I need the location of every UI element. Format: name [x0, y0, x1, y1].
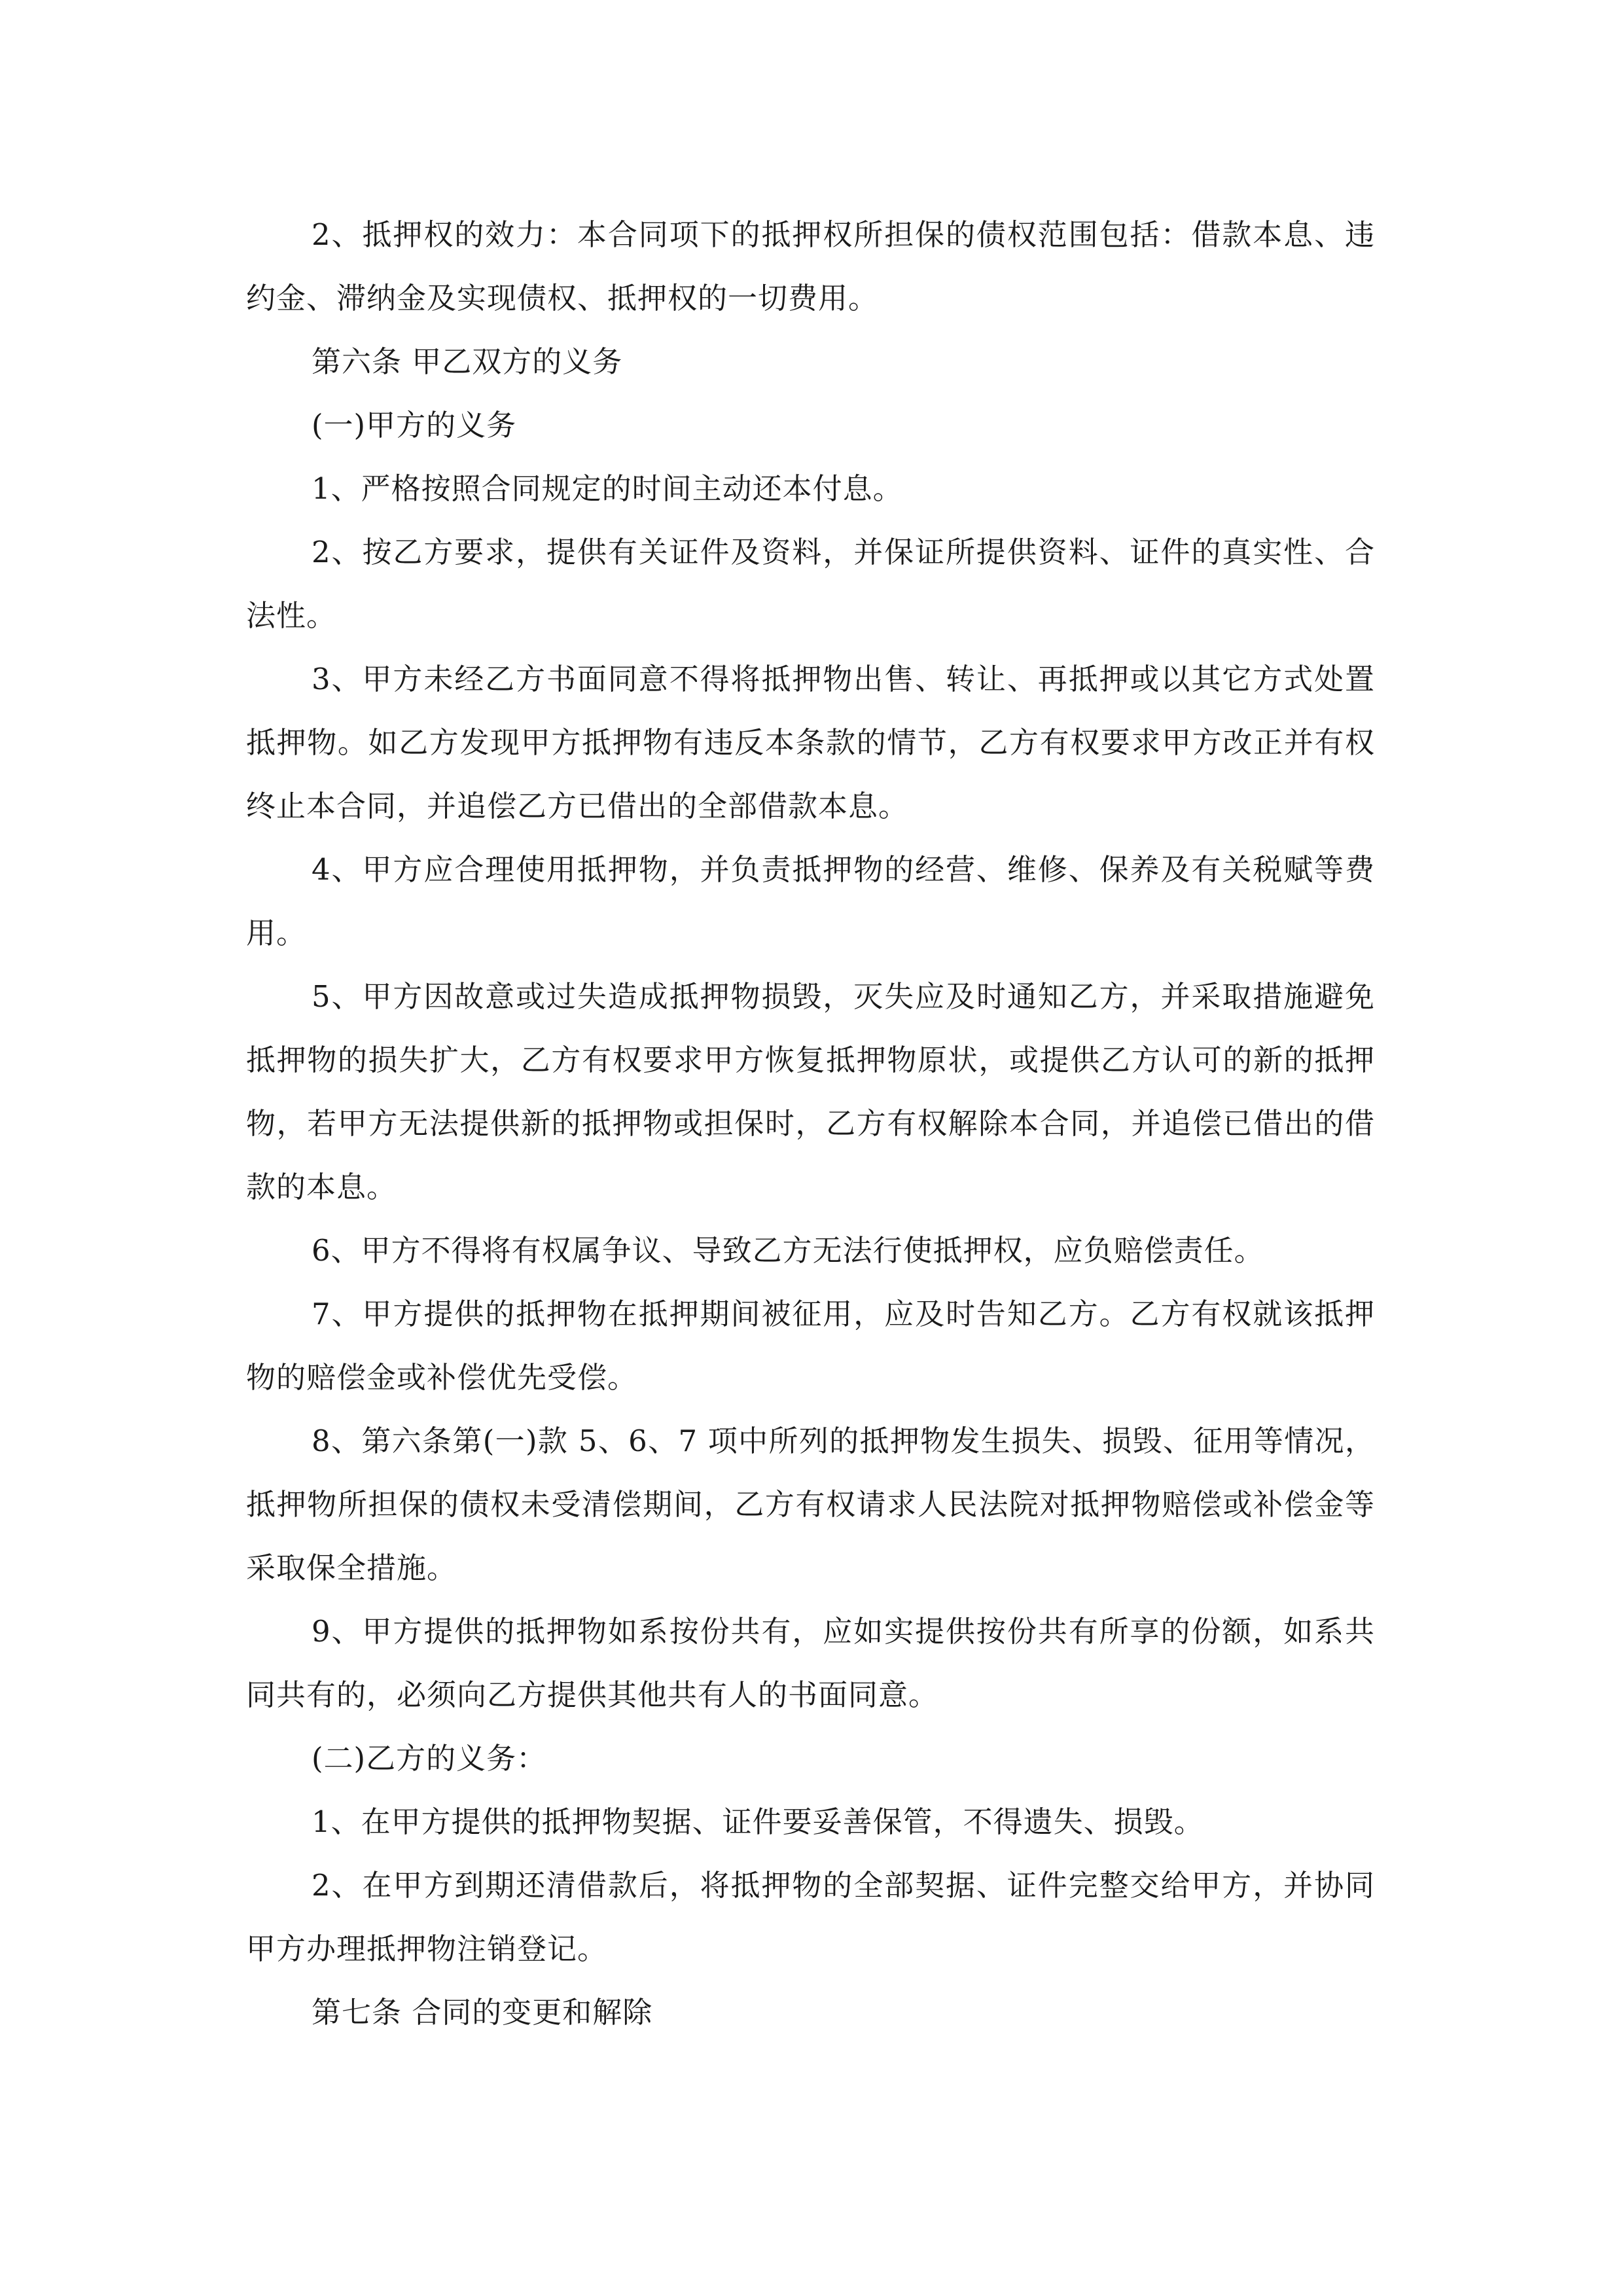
heading-article-seven: 第七条 合同的变更和解除: [312, 1995, 653, 2030]
heading-article-six: 第六条 甲乙双方的义务: [312, 344, 623, 379]
paragraph-b-item-1: 1、在甲方提供的抵押物契据、证件要妥善保管，不得遗失、损毁。: [312, 1804, 1204, 1839]
subheading-party-b-obligations: (二)乙方的义务：: [312, 1741, 547, 1776]
paragraph-a-item-4: 4、甲方应合理使用抵押物，并负责抵押物的经营、维修、保养及有关税赋等费用。: [246, 852, 1375, 950]
paragraph-a-item-8: 8、第六条第(一)款 5、6、7 项中所列的抵押物发生损失、损毁、征用等情况，抵押物所担保的债权未受清偿期间，乙方有权请求人民法院对抵押物赔偿或补偿金等采取保全措施。: [246, 1424, 1375, 1585]
paragraph-a-item-1: 1、严格按照合同规定的时间主动还本付息。: [312, 471, 903, 506]
paragraph-a-item-7: 7、甲方提供的抵押物在抵押期间被征用，应及时告知乙方。乙方有权就该抵押物的赔偿金或补偿优先受偿。: [246, 1297, 1375, 1395]
paragraph-a-item-2: 2、按乙方要求，提供有关证件及资料，并保证所提供资料、证件的真实性、合法性。: [246, 535, 1375, 633]
subheading-party-a-obligations: (一)甲方的义务: [312, 408, 517, 442]
paragraph-a-item-6: 6、甲方不得将有权属争议、导致乙方无法行使抵押权，应负赔偿责任。: [312, 1233, 1264, 1268]
paragraph-a-item-9: 9、甲方提供的抵押物如系按份共有，应如实提供按份共有所享的份额，如系共同共有的，必须向乙方提供其他共有人的书面同意。: [246, 1614, 1375, 1712]
paragraph-a-item-3: 3、甲方未经乙方书面同意不得将抵押物出售、转让、再抵押或以其它方式处置抵押物。如乙方发现甲方抵押物有违反本条款的情节，乙方有权要求甲方改正并有权终止本合同，并追偿乙方已借出的全部借款本息。: [246, 662, 1375, 823]
paragraph-a-item-5: 5、甲方因故意或过失造成抵押物损毁，灭失应及时通知乙方，并采取措施避免抵押物的损失扩大，乙方有权要求甲方恢复抵押物原状，或提供乙方认可的新的抵押物，若甲方无法提供新的抵押物或担保时，乙方有权解除本合同，并追偿已借出的借款的本息。: [246, 979, 1375, 1204]
document-body: [246, 203, 1375, 2044]
paragraph-b-item-2: 2、在甲方到期还清借款后，将抵押物的全部契据、证件完整交给甲方，并协同甲方办理抵押物注销登记。: [246, 1868, 1375, 1966]
paragraph-mortgage-effect: 2、抵押权的效力：本合同项下的抵押权所担保的债权范围包括：借款本息、违约金、滞纳金及实现债权、抵押权的一切费用。: [246, 217, 1375, 315]
